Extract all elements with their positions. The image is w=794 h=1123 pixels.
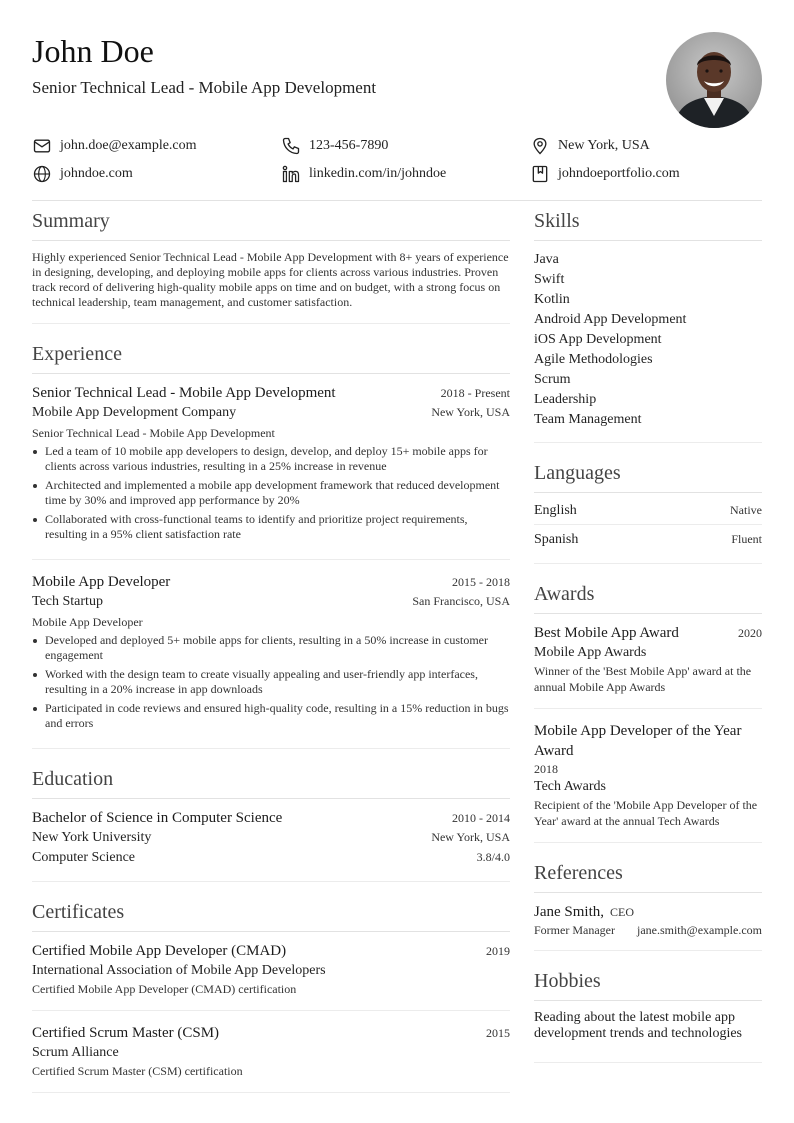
award-issuer: Mobile App Awards [534,645,647,660]
certificate-issuer: International Association of Mobile App Developers [32,963,326,978]
certificate-description: Certified Mobile App Developer (CMAD) certification [32,982,297,996]
degree-title: Bachelor of Science in Computer Science [32,810,283,826]
mail-icon [32,136,52,156]
education-dates: 2010 - 2014 [452,811,510,825]
education-section [32,766,510,882]
experience-section [32,341,510,749]
side-column [534,208,762,1080]
skill-item: Java [534,252,559,267]
job-dates: 2018 - Present [440,386,510,400]
contact-location [530,136,650,156]
reference-name: Jane Smith, [534,904,604,920]
header-divider [32,200,762,201]
award-entry [534,721,762,842]
contact-linkedin[interactable] [281,164,446,184]
certificate-entry [32,941,510,1011]
awards-section [534,581,762,843]
job-title: Senior Technical Lead - Mobile App Development [32,385,336,401]
languages-section [534,460,762,564]
achievement-item: Led a team of 10 mobile app developers to design, develop, and deploy 15+ mobile apps for clients across various industries, resulting in a 25% increase in revenue [45,444,510,474]
achievement-item: Developed and deployed 5+ mobile apps for clients, resulting in a 50% increase in customer engagement [45,633,510,663]
achievement-item: Worked with the design team to create visually appealing and user-friendly app interfaces, resulting in a 20% increase in app downloads [45,667,510,697]
job-achievements [32,444,510,542]
award-entry [534,623,762,709]
contact-portfolio-text: johndoeportfolio.com [558,166,680,181]
references-heading: References [534,860,762,893]
summary-heading: Summary [32,208,510,241]
job-title: Mobile App Developer [32,574,171,590]
certificate-year: 2015 [486,1026,510,1040]
certificates-section [32,899,510,1093]
experience-heading: Experience [32,341,510,374]
hobby-text: Reading about the latest mobile app development trends and technologies [534,1010,742,1041]
skill-item: Team Management [534,412,642,427]
gpa: 3.8/4.0 [476,850,510,864]
education-entry [32,808,510,881]
company-name: Mobile App Development Company [32,405,237,420]
contact-location-text: New York, USA [558,138,650,153]
contact-phone[interactable] [281,136,388,156]
experience-entry [32,572,510,748]
skill-item: Scrum [534,372,571,387]
achievement-item: Collaborated with cross-functional teams to identify and prioritize project requirements, resulting in a 95% client satisfaction rate [45,512,510,542]
language-level: Fluent [731,532,762,546]
award-description: Recipient of the 'Mobile App Developer of the Year' award at the annual Tech Awards [534,798,758,828]
portfolio-icon [530,164,550,184]
contact-info [32,136,762,192]
skill-item: Leadership [534,392,597,407]
reference-email[interactable]: jane.smith@example.com [636,923,762,937]
award-description: Winner of the 'Best Mobile App' award at the annual Mobile App Awards [534,664,752,694]
certificate-title: Certified Scrum Master (CSM) [32,1025,220,1041]
profile-photo [666,32,762,128]
language-level: Native [730,503,762,517]
summary-text: Highly experienced Senior Technical Lead - Mobile App Development with 8+ years of experience in designing, developing, and deploying mobile apps for clients across various industries. Proven track record of delivering high-quality mobile apps on time and on budget, with a strong focus on technical leadership, team management, and customer satisfaction. [32,250,509,309]
skill-item: Swift [534,272,565,287]
contact-linkedin-text: linkedin.com/in/johndoe [309,166,447,181]
contact-website[interactable] [32,164,133,184]
skill-item: Android App Development [534,312,687,327]
location-icon [530,136,550,156]
certificate-entry [32,1023,510,1092]
job-role: Mobile App Developer [32,615,143,629]
achievement-item: Participated in code reviews and ensured high-quality code, resulting in a 15% reduction in bugs and errors [45,701,509,730]
reference-position: CEO [610,905,634,919]
job-location: New York, USA [431,405,510,419]
award-title: Best Mobile App Award [534,625,679,641]
candidate-name: John Doe [32,33,154,69]
award-year: 2020 [738,626,762,640]
job-location: San Francisco, USA [412,594,510,608]
award-title: Mobile App Developer of the Year Award [534,723,742,759]
avatar-portrait [666,32,762,128]
phone-icon [281,136,301,156]
languages-heading: Languages [534,460,762,493]
award-year: 2018 [534,762,558,776]
contact-portfolio[interactable] [530,164,680,184]
contact-email[interactable] [32,136,197,156]
skill-item: iOS App Development [534,332,662,347]
hobbies-section [534,968,762,1063]
certificate-description: Certified Scrum Master (CSM) certification [32,1064,243,1078]
linkedin-icon [281,164,301,184]
certificates-heading: Certificates [32,899,510,932]
company-name: Tech Startup [32,594,103,609]
skills-heading: Skills [534,208,762,241]
job-achievements [32,633,510,731]
language-row [534,502,762,525]
skills-section [534,208,762,443]
main-column [32,208,510,1110]
contact-website-text: johndoe.com [60,166,133,181]
summary-section [32,208,510,324]
certificate-title: Certified Mobile App Developer (CMAD) [32,943,287,959]
education-heading: Education [32,766,510,799]
school-location: New York, USA [431,830,510,844]
experience-entry [32,383,510,560]
references-section [534,860,762,951]
skill-item: Agile Methodologies [534,352,653,367]
skill-item: Kotlin [534,292,570,307]
hobbies-heading: Hobbies [534,968,762,1001]
language-row [534,531,762,553]
award-issuer: Tech Awards [534,779,606,794]
field-of-study: Computer Science [32,850,136,865]
job-dates: 2015 - 2018 [452,575,510,589]
reference-relation: Former Manager [534,923,615,937]
certificate-year: 2019 [486,944,510,958]
contact-phone-text: 123-456-7890 [309,138,389,153]
awards-heading: Awards [534,581,762,614]
certificate-issuer: Scrum Alliance [32,1045,119,1060]
language-name: English [534,503,577,518]
job-role: Senior Technical Lead - Mobile App Development [32,426,275,440]
school-name: New York University [32,830,152,845]
globe-icon [32,164,52,184]
achievement-item: Architected and implemented a mobile app development framework that reduced development time by 30% and improved app performance by 20% [45,478,510,508]
language-name: Spanish [534,532,579,547]
candidate-title: Senior Technical Lead - Mobile App Development [32,78,377,97]
contact-email-text: john.doe@example.com [60,138,197,153]
